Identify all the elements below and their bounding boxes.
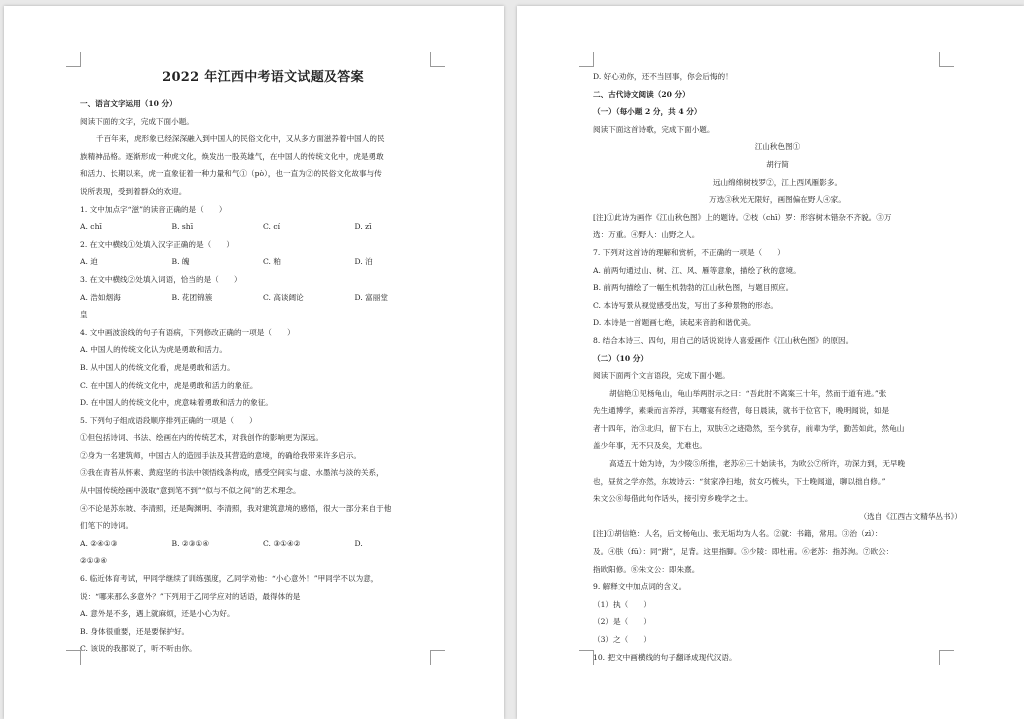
option-text: B. 花团锦簇 [171,292,213,302]
text-line: 和活力、长期以来，虎一直象征着一种力量和气①（pò），也一直为②的民俗文化故事与传 [80,169,382,179]
option-text: C. ③①④② [263,538,301,548]
text-line: 指欧阳修。⑧朱文公：即朱熹。 [593,564,700,574]
document-page-1 [4,6,504,719]
text-line: 万选③秋光无限好，画图偏在野人④家。 [709,195,846,205]
option-text: D. 富丽堂 [354,292,388,302]
text-line: （3）之（ ） [593,635,651,644]
text-line: C. 本诗写景从视觉感受出发，写出了多种景物的形态。 [593,300,779,310]
text-line: ④不论是苏东坡、李清照，还是陶渊明、李清照，我对建筑意境的感悟，很大一部分来自于他 [80,503,392,513]
text-line: 阅读下面的文字，完成下面小题。 [80,116,194,126]
text-line: ②①③④ [80,556,108,566]
text-line: （选自《江西古文精华丛书》） [859,511,962,521]
option-row [80,201,446,219]
text-line: [注]①胡信艳：人名，后文杨龟山、张无垢均为人名。②就：书籍，常用。③治（zì）： [593,529,883,539]
text-line: 盖少年事，无不只及矣，尤难也。 [593,441,707,451]
text-line: C. 在中国人的传统文化中，虎是勇敢和活力的象征。 [80,380,258,390]
text-line: 江山秋色图① [754,142,801,152]
option-text: B. 魄 [171,257,190,267]
text-line: 说：“哪来那么多意外？”下列用于乙同学应对的话语，最得体的是 [80,591,301,601]
text-line: ①但包括诗词、书法、绘画在内的传统艺术，对我创作的影响更为深远。 [80,433,323,443]
text-line: 及。④肤（fū）：同“跗”，足背。这里指脚。⑤少陵：即杜甫。⑥老苏：指苏洵。⑦欧公： [593,547,894,557]
option-text: B. ②③①④ [171,538,210,548]
text-line: 朱文公⑧每借此句作话头，接引穷乡晚学之士。 [593,494,753,504]
text-line: （2）是（ ） [593,617,651,627]
crop-mark [579,52,594,67]
crop-mark [579,650,594,665]
text-line: 阅读下面两个文言语段，完成下面小题。 [593,371,730,381]
section-heading: 一、语言文字运用（10 分） [80,99,177,108]
option-row [80,289,446,307]
option-text: 2. 在文中横线①处填入汉字正确的是（ ） [80,239,234,249]
option-row [80,218,446,236]
option-text: D. [354,538,363,548]
text-line: A. 前两句通过山、树、江、风、雁等意象，描绘了秋的意境。 [593,265,801,275]
text-line: 选：万重。④野人：山野之人。 [593,230,700,240]
text-line: 千百年来，虎形象已经深深融入到中国人的民俗文化中，又从多方面滋养着中国人的民 [96,134,385,144]
text-line: B. 身体很重要，还是要保护好。 [80,626,190,636]
text-line: 胡信艳①见杨龟山，龟山举两肘示之曰：“吾此肘不离案三十年，然而于道有进。”张 [609,388,887,398]
text-line: 6. 临近体育考试，甲同学继续了训练强度，乙同学劝他：“小心意外！”甲同学不以为意， [80,574,379,584]
text-line: 远山绵绵树枝罗②，江上西风雁影多。 [712,177,843,187]
text-line: 7. 下列对这首诗的理解和赏析，不正确的一项是（ ） [593,247,785,257]
text-line: ②身为一名建筑师，中国古人的造园手法及其营造的意境，的确给我带来许多启示。 [80,450,361,460]
option-row [80,535,446,553]
text-line: 胡行简 [766,159,789,169]
text-line: 者十四年，治③北归，留下右上，双肤④之迹隐然，至今犹存，前辈为学，勤苦如此，然龟山 [593,423,905,433]
text-line: [注]①此诗为画作《江山秋色图》上的题诗。②枝（chī）罗：形容树木错杂不齐貌。③万 [593,212,892,222]
text-line: 10. 把文中画横线的句子翻译成现代汉语。 [593,652,737,662]
page-2-body [593,68,962,666]
text-line: 族精神品格。逐渐形成一种虎文化，焕发出一股英雄气，在中国人的传统文化中，虎是勇敢 [80,151,384,161]
crop-mark [66,52,81,67]
text-line: D. 在中国人的传统文化中，虎意味着勇敢和活力的象征。 [80,398,273,408]
option-text: A. 浩如烟海 [80,292,121,302]
option-text: D. 泊 [354,257,373,267]
text-line: 9. 解释文中加点词的含义。 [593,582,687,592]
section-heading: （一）（每小题 2 分，共 4 分） [593,107,702,117]
option-row [80,271,446,289]
document-title: 2022 年江西中考语文试题及答案 [162,70,364,85]
text-line: C. 该说的我都说了，听不听由你。 [80,644,197,654]
option-row [80,236,446,254]
text-line: B. 前两句描绘了一幅生机勃勃的江山秋色图，与题目照应。 [593,283,794,293]
text-line: 皇 [80,310,88,320]
option-text: B. shī [171,222,194,232]
text-line: 也，昼贫之学亦然，东坡诗云：“贫家净扫地，贫女巧梳头，下士晚闻道，聊以拙自修。” [593,476,886,486]
option-row [80,253,446,271]
text-line: （1）执（ ） [593,599,651,609]
crop-mark [939,52,954,67]
option-text: C. 粕 [263,257,281,267]
option-text: 3. 在文中横线②处填入词语，恰当的是（ ） [80,274,242,284]
section-heading: （二）（10 分） [593,353,648,363]
text-line: A. 中国人的传统文化认为虎是勇敢和活力。 [80,345,227,355]
text-line: 从中国传统绘画中汲取“意到笔不到”“似与不似之间”的艺术理念。 [80,486,301,496]
text-line: D. 好心劝你，还不当回事，你会后悔的！ [593,72,733,81]
option-text: 1. 文中加点字“滋”的读音正确的是（ ） [80,204,227,214]
text-line: 们笔下的诗词。 [80,521,134,531]
text-line: ③我在青苔从怀素、黄庭坚的书法中领悟线条构成，感受空间实与虚、水墨浓与淡的关系， [80,468,384,478]
option-text: A. chī [80,222,102,232]
text-line: 说所表现，受到着群众的欢迎。 [80,186,187,196]
text-line: 8. 结合本诗三、四句，用自己的话说说诗人喜爱画作《江山秋色图》的原因。 [593,335,854,345]
text-line: B. 从中国人的传统文化看，虎是勇敢和活力。 [80,362,235,372]
option-text: A. 迫 [80,257,98,267]
option-text: C. 高谈阔论 [263,292,304,302]
text-line: A. 意外是不多，遇上就麻烦，还是小心为好。 [80,609,235,619]
crop-mark [66,650,81,665]
crop-mark [430,52,445,67]
document-page-2 [517,6,1024,719]
text-line: D. 本诗是一首题画七绝，读起来音韵和谐优美。 [593,318,756,328]
text-line: 阅读下面这首诗歌，完成下面小题。 [593,124,715,134]
text-line: 4. 文中画波浪线的句子有语病，下列修改正确的一项是（ ） [80,327,295,337]
option-text: A. ②④①③ [80,538,118,548]
text-line: 高适五十始为诗，为少陵⑤所推，老苏⑥三十始读书，为欧公⑦所许，功深力到，无早晚 [609,459,906,469]
page-1-body [80,95,446,658]
section-heading: 二、古代诗文阅读（20 分） [593,89,690,99]
text-line: 先生通博学，素秉而言养浮，其曙宴有经营，每日晨读，就书于位官下，晚明闻说，如是 [593,406,890,416]
option-text: D. zī [354,222,372,232]
text-line: 5. 下列句子组成语段顺序排列正确的一项是（ ） [80,415,257,425]
option-text: C. cí [263,222,281,232]
